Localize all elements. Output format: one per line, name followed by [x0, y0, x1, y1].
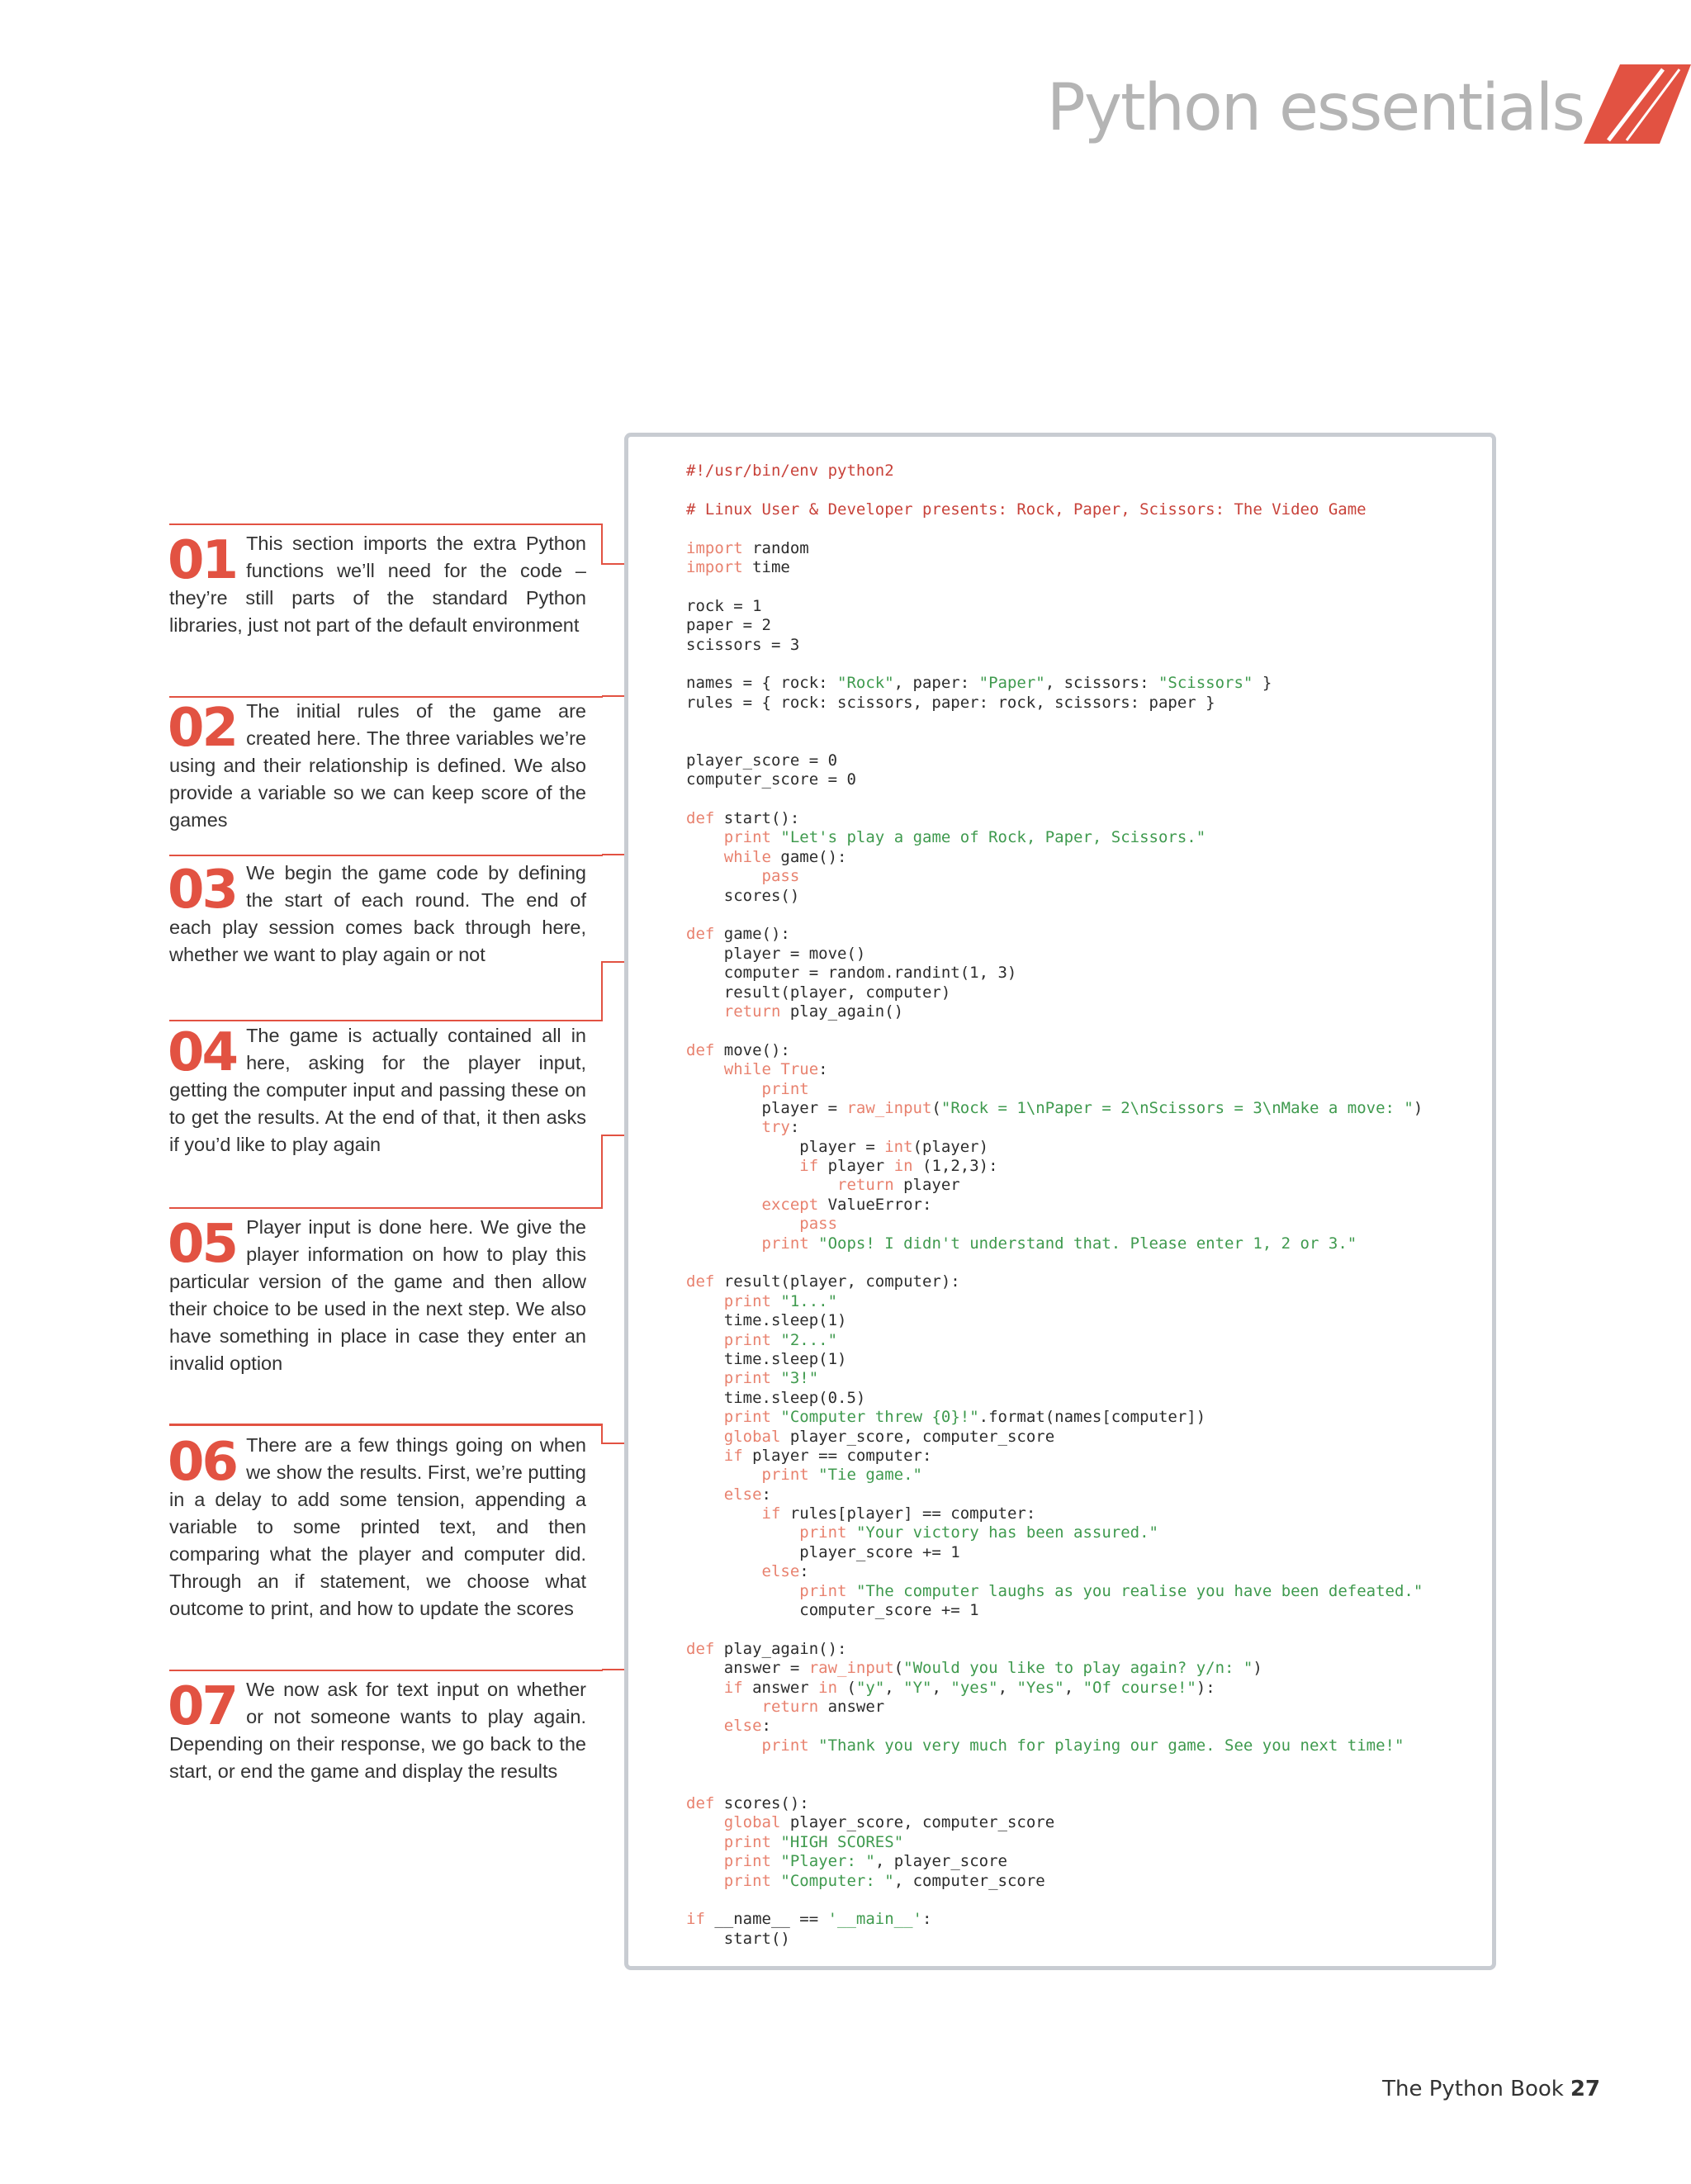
code-token: "The computer laughs as you realise you have been defeated." [855, 1581, 1423, 1600]
code-token [686, 1408, 724, 1426]
code-line [686, 1447, 1423, 1466]
code-line [686, 500, 1423, 519]
code-token: return [723, 1002, 781, 1021]
code-token: "Computer: " [780, 1871, 894, 1890]
code-token [771, 1833, 780, 1851]
code-token [771, 1872, 780, 1890]
code-token: def [686, 1040, 715, 1059]
code-line [686, 770, 1423, 789]
code-token: ( [837, 1678, 856, 1697]
annotation-text: We now ask for text input on whether or not someone wants to play again. Depending on their response, we go back to the start, or end the game and display the results [169, 1679, 586, 1782]
code-line [686, 867, 1423, 886]
code-token: if [723, 1446, 743, 1465]
code-token: computer_score = 0 [686, 770, 856, 789]
code-token: print [723, 1832, 771, 1851]
code-token: : [761, 1717, 771, 1736]
code-token: , player_score [874, 1852, 1007, 1871]
code-token: player [818, 1157, 894, 1176]
code-token: return [761, 1698, 819, 1716]
code-token: time.sleep(1) [686, 1349, 847, 1368]
code-token [686, 1428, 724, 1446]
code-token: "yes" [950, 1678, 998, 1697]
code-line [686, 848, 1423, 867]
code-token [686, 1080, 762, 1098]
code-line [686, 655, 1423, 674]
code-token: , computer_score [893, 1871, 1045, 1890]
code-token: print [723, 1871, 771, 1890]
code-token: move(): [714, 1040, 790, 1059]
code-line [686, 1234, 1423, 1253]
code-token: result(player, computer) [686, 983, 951, 1002]
code-line [686, 983, 1423, 1002]
code-token: "2..." [780, 1330, 838, 1349]
code-token: , [884, 1678, 904, 1697]
annotation-number: 07 [168, 1676, 237, 1737]
code-token [809, 1466, 818, 1484]
code-line [686, 1272, 1423, 1291]
code-token [686, 1176, 837, 1194]
code-line [686, 1002, 1423, 1021]
code-token: rules = { rock: scissors, paper: rock, scissors: paper } [686, 693, 1215, 712]
code-token: print [723, 828, 771, 847]
code-line [686, 828, 1423, 847]
code-line [686, 1523, 1423, 1542]
code-token: "Computer threw {0}!" [780, 1408, 979, 1427]
code-token: , [931, 1678, 951, 1697]
code-token: ): [1196, 1678, 1215, 1697]
code-line [686, 809, 1423, 828]
code-line [686, 1485, 1423, 1504]
code-token: start() [686, 1929, 790, 1948]
code-token: # Linux User & Developer presents: Rock, Paper, Scissors: The Video Game [686, 500, 1367, 519]
annotation-text: The game is actually contained all in here, asking for the player input, getting the computer input and passing these on to get the results. At the end of that, it then asks if you’d like to play again [169, 1025, 586, 1155]
code-token [809, 1234, 818, 1253]
code-token: print [761, 1234, 809, 1253]
code-line [686, 1543, 1423, 1562]
code-token [686, 1872, 724, 1890]
code-line [686, 1428, 1423, 1447]
code-token: ( [931, 1098, 941, 1117]
code-token: : [818, 1060, 828, 1079]
code-listing-panel [624, 433, 1496, 1970]
code-line [686, 713, 1423, 732]
code-line [686, 906, 1423, 925]
code-line [686, 1736, 1423, 1755]
code-token: time.sleep(0.5) [686, 1388, 866, 1407]
code-line [686, 1504, 1423, 1523]
code-token: if [686, 1910, 705, 1929]
code-token: : [799, 1562, 809, 1581]
code-token: "Tie game." [818, 1466, 923, 1485]
code-line [686, 790, 1423, 809]
code-token: #!/usr/bin/env python2 [686, 462, 894, 480]
code-token: print [723, 1330, 771, 1349]
code-token: global [723, 1427, 781, 1446]
code-token: result(player, computer): [714, 1272, 960, 1291]
code-token [686, 1060, 724, 1078]
code-token: pass [761, 867, 800, 886]
code-token [686, 1504, 762, 1523]
code-line [686, 751, 1423, 770]
footer-book-title: The Python Book [1382, 2077, 1564, 2101]
code-token: "Player: " [780, 1852, 875, 1871]
code-line [686, 1292, 1423, 1311]
code-token: random [742, 538, 809, 557]
code-line [686, 616, 1423, 635]
code-token: ValueError: [818, 1195, 932, 1214]
code-token: if [799, 1157, 819, 1176]
code-token: "Yes" [1016, 1678, 1064, 1697]
code-token: start(): [714, 809, 800, 828]
code-line [686, 1679, 1423, 1698]
code-token [846, 1523, 855, 1542]
code-line [686, 1176, 1423, 1195]
code-token [686, 1369, 724, 1387]
code-token: while True [723, 1060, 819, 1079]
code-line [686, 887, 1423, 906]
code-token [686, 1157, 799, 1175]
code-line [686, 577, 1423, 596]
code-token: ) [1253, 1659, 1262, 1678]
code-line [686, 481, 1423, 500]
code-line [686, 1872, 1423, 1891]
code-line [686, 1910, 1423, 1929]
code-listing [686, 462, 1423, 1949]
code-token [686, 1736, 762, 1755]
code-line [686, 1775, 1423, 1794]
code-line [686, 1389, 1423, 1408]
code-token [686, 1833, 724, 1851]
code-token: : [922, 1910, 932, 1929]
code-line [686, 1640, 1423, 1659]
code-token: "Let's play a game of Rock, Paper, Scissors." [780, 828, 1206, 847]
code-line [686, 1755, 1423, 1774]
code-line [686, 1659, 1423, 1678]
code-token [686, 1466, 762, 1484]
code-token: rules[player] == computer: [780, 1504, 1036, 1523]
code-line [686, 1620, 1423, 1639]
code-token: "Scissors" [1158, 674, 1253, 693]
code-line [686, 1930, 1423, 1949]
code-token: player = [686, 1137, 885, 1156]
code-token [686, 1582, 799, 1600]
code-token: computer_score += 1 [686, 1601, 979, 1620]
annotation-text: Player input is done here. We give the player information on how to play this particular version of the game and then allow their choice to be used in the next step. We also have something in place in case they enter an invalid option [169, 1216, 586, 1374]
code-token: print [723, 1408, 771, 1427]
code-token: while [723, 847, 771, 866]
code-token: if [723, 1678, 743, 1697]
code-token: "Rock" [837, 674, 894, 693]
code-token: (player) [912, 1137, 989, 1156]
code-line [686, 539, 1423, 558]
code-token: , [997, 1678, 1017, 1697]
code-token [686, 867, 762, 885]
code-line [686, 1196, 1423, 1215]
code-token: print [761, 1736, 809, 1755]
code-token [686, 1679, 724, 1697]
code-token [686, 1562, 762, 1580]
code-line [686, 1253, 1423, 1272]
code-token [686, 1447, 724, 1465]
code-token: except [761, 1195, 819, 1214]
code-line [686, 964, 1423, 983]
code-token [771, 828, 780, 846]
code-line [686, 1408, 1423, 1427]
code-line [686, 1060, 1423, 1079]
code-token: def [686, 1793, 715, 1812]
code-token: time [742, 557, 790, 576]
code-token [686, 848, 724, 866]
code-token [771, 1331, 780, 1349]
code-line [686, 1813, 1423, 1832]
annotation-text: There are a few things going on when we show the results. First, we’re putting in a delay to add some tension, appending a variable to some printed text, and then comparing what the player and computer did. Through an if statement, we choose what outcome to print, and how to update the scores [169, 1434, 586, 1619]
code-token: scores(): [714, 1793, 809, 1812]
code-token: answer = [686, 1659, 809, 1678]
code-token [686, 1852, 724, 1870]
code-token: print [723, 1369, 771, 1388]
code-line [686, 925, 1423, 944]
code-line [686, 1331, 1423, 1350]
code-token: player = move() [686, 944, 866, 963]
code-token: print [799, 1523, 847, 1542]
code-line [686, 1099, 1423, 1118]
code-token: import [686, 538, 743, 557]
code-line [686, 1369, 1423, 1388]
code-line [686, 1562, 1423, 1581]
code-token: answer [818, 1698, 885, 1716]
code-token: if [761, 1504, 781, 1523]
code-token: player_score += 1 [686, 1542, 960, 1561]
code-token: else [761, 1562, 800, 1581]
code-token: raw_input [808, 1659, 894, 1678]
code-token [686, 1002, 724, 1021]
code-token: print [723, 1291, 771, 1310]
code-line [686, 597, 1423, 616]
code-token [686, 1698, 762, 1716]
code-token: player_score, computer_score [780, 1427, 1055, 1446]
code-token: print [799, 1581, 847, 1600]
code-token [686, 1485, 724, 1504]
code-token: "Oops! I didn't understand that. Please enter 1, 2 or 3." [818, 1234, 1357, 1253]
code-token: computer = random.randint(1, 3) [686, 964, 1017, 983]
code-token: time.sleep(1) [686, 1311, 847, 1330]
code-line [686, 1601, 1423, 1620]
code-token [846, 1582, 855, 1600]
code-token: ( [893, 1659, 904, 1678]
code-token: answer [742, 1678, 819, 1697]
code-token [809, 1736, 818, 1755]
code-token: return [837, 1176, 894, 1195]
code-line [686, 1021, 1423, 1040]
code-token: in [893, 1157, 913, 1176]
code-token: try [761, 1118, 790, 1137]
code-token: def [686, 1272, 715, 1291]
code-token: "Y" [903, 1678, 932, 1697]
code-token: : [789, 1118, 800, 1137]
code-token: play_again(): [714, 1639, 847, 1658]
code-token: "Of course!" [1082, 1678, 1196, 1697]
code-line [686, 694, 1423, 713]
page-number: 27 [1570, 2077, 1600, 2101]
annotation-text: This section imports the extra Python functions we’ll need for the code – they’re still parts of the standard Python libraries, just not part of the default environment [169, 533, 586, 636]
code-line [686, 462, 1423, 481]
code-line [686, 945, 1423, 964]
code-token: .format(names[computer]) [978, 1408, 1206, 1427]
code-token [686, 1523, 799, 1542]
code-token: "Your victory has been assured." [855, 1523, 1158, 1542]
code-token: player_score = 0 [686, 751, 838, 770]
annotation-number: 05 [168, 1214, 237, 1275]
annotation-text: We begin the game code by defining the start of each round. The end of each play session comes back through here, whether we want to play again or not [169, 862, 586, 965]
code-token: game(): [714, 925, 790, 944]
code-token: rock = 1 [686, 596, 762, 615]
code-line [686, 1041, 1423, 1060]
code-token: player [893, 1176, 960, 1195]
code-token: int [884, 1137, 913, 1156]
code-line [686, 1698, 1423, 1717]
code-token: def [686, 925, 715, 944]
code-token [686, 1292, 724, 1310]
annotation-number: 01 [168, 530, 237, 591]
code-line [686, 1157, 1423, 1176]
code-token [686, 828, 724, 846]
code-token: global [723, 1813, 781, 1832]
code-token: "Paper" [978, 674, 1045, 693]
code-token [771, 1852, 780, 1870]
code-token: scores() [686, 886, 800, 905]
code-token: player == computer: [742, 1446, 932, 1465]
code-line [686, 1215, 1423, 1234]
annotation-number: 03 [168, 860, 237, 921]
code-token [771, 1292, 780, 1310]
code-token: '__main__' [827, 1910, 922, 1929]
code-line [686, 1794, 1423, 1813]
code-line [686, 1852, 1423, 1871]
code-token: import [686, 557, 743, 576]
code-token: } [1253, 674, 1272, 693]
code-token: raw_input [846, 1098, 932, 1117]
annotation-number: 02 [168, 698, 237, 759]
code-token: , paper: [893, 674, 979, 693]
code-token: print [723, 1852, 771, 1871]
code-token: "3!" [780, 1369, 819, 1388]
code-token: else [723, 1717, 762, 1736]
code-token: (1,2,3): [912, 1157, 998, 1176]
code-token [686, 1215, 799, 1233]
code-token: "Thank you very much for playing our game. See you next time!" [818, 1736, 1404, 1755]
code-line [686, 1833, 1423, 1852]
code-token: : [761, 1485, 771, 1504]
code-line [686, 636, 1423, 655]
code-token: pass [799, 1215, 838, 1234]
code-token: "y" [855, 1678, 885, 1697]
page-header-title: Python essentials [1046, 71, 1584, 145]
code-line [686, 1466, 1423, 1485]
code-token: "HIGH SCORES" [780, 1832, 904, 1851]
code-token: play_again() [780, 1002, 904, 1021]
code-line [686, 732, 1423, 751]
code-line [686, 1717, 1423, 1736]
annotation-number: 06 [168, 1432, 237, 1493]
code-line [686, 519, 1423, 538]
code-token: ) [1413, 1098, 1423, 1117]
code-token: def [686, 1639, 715, 1658]
annotation-text: The initial rules of the game are created here. The three variables we’re using and their relationship is defined. We also provide a variable so we can keep score of the games [169, 700, 586, 831]
code-token: "Rock = 1\nPaper = 2\nScissors = 3\nMake a move: " [940, 1098, 1414, 1117]
code-token: print [761, 1466, 809, 1485]
code-line [686, 674, 1423, 693]
code-line [686, 1080, 1423, 1099]
code-line [686, 1311, 1423, 1330]
code-token [686, 1196, 762, 1214]
code-token: in [818, 1678, 838, 1697]
code-token [771, 1408, 780, 1426]
code-token [686, 1331, 724, 1349]
code-token: scissors = 3 [686, 635, 800, 654]
code-token: def [686, 809, 715, 828]
code-token: paper = 2 [686, 616, 771, 635]
page-footer [1382, 2077, 1600, 2101]
code-token: "1..." [780, 1291, 838, 1310]
code-token: game(): [770, 847, 847, 866]
code-token [686, 1717, 724, 1735]
annotation-number: 04 [168, 1022, 237, 1083]
code-token [686, 1813, 724, 1831]
code-line [686, 1118, 1423, 1137]
code-token [771, 1369, 780, 1387]
code-token: names = { rock: [686, 674, 838, 693]
code-token [686, 1234, 762, 1253]
code-line [686, 1582, 1423, 1601]
code-line [686, 558, 1423, 577]
code-token [686, 1118, 762, 1136]
code-line [686, 1138, 1423, 1157]
code-token: print [761, 1079, 809, 1098]
code-token: else [723, 1485, 762, 1504]
code-token: player = [686, 1098, 847, 1117]
code-line [686, 1350, 1423, 1369]
code-line [686, 1891, 1423, 1910]
code-token: , [1063, 1678, 1083, 1697]
code-token: __name__ == [704, 1910, 828, 1929]
code-token: , scissors: [1044, 674, 1158, 693]
code-token: "Would you like to play again? y/n: " [903, 1659, 1253, 1678]
code-token: player_score, computer_score [780, 1813, 1055, 1832]
